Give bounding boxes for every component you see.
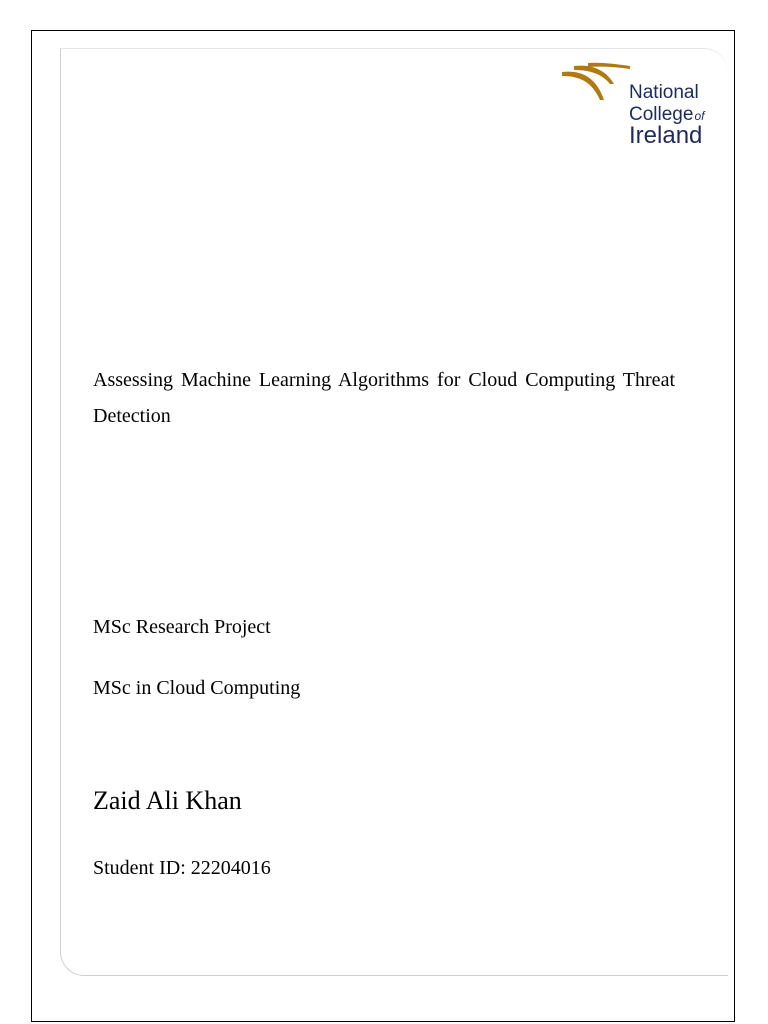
project-type: MSc Research Project xyxy=(93,616,271,638)
logo-line-college: Collegeof xyxy=(629,104,705,125)
thesis-title: Assessing Machine Learning Algorithms for Cloud Computing Threat Detection xyxy=(93,369,675,427)
college-logo xyxy=(560,60,710,150)
ncirl-swoosh-icon xyxy=(560,60,632,104)
student-id: Student ID: 22204016 xyxy=(93,857,271,879)
logo-of: of xyxy=(694,109,705,123)
logo-line-national: National xyxy=(629,82,699,103)
programme: MSc in Cloud Computing xyxy=(93,677,301,699)
author-name: Zaid Ali Khan xyxy=(93,786,242,815)
cover-frame xyxy=(60,48,728,976)
logo-line-ireland: Ireland xyxy=(629,122,703,149)
